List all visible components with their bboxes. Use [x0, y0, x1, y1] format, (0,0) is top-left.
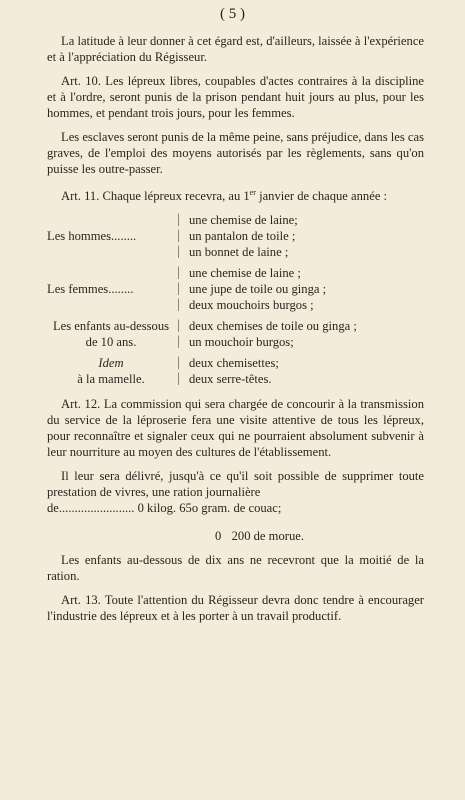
idem-label-line: à la mamelle.	[77, 372, 145, 387]
brace-men: | | |	[177, 212, 180, 260]
art-11-end: janvier de chaque année :	[255, 189, 388, 204]
body-text	[47, 33, 424, 632]
men-item: un pantalon de toile ;	[189, 229, 296, 244]
children-item: deux chemises de toile ou ginga ;	[189, 319, 357, 334]
women-item: une jupe de toile ou ginga ;	[189, 282, 327, 297]
men-item: un bonnet de laine ;	[189, 245, 289, 260]
paragraph-latitude: La latitude à leur donner à cet égard est, d'ailleurs, laissée à l'expérience et à l'appréciation du Régisseur.	[47, 34, 424, 64]
women-label: Les femmes........	[47, 282, 134, 297]
women-item: deux mouchoirs burgos ;	[189, 298, 314, 313]
list-men	[47, 212, 424, 260]
paragraph-art-12: Art. 12. La commission qui sera chargée de concourir à la transmission du service de la léproserie fera une visite attentive de tous les lépreux, pour reconnaître et signaler ceux qui ne pourraient absolument subvenir à leur nourriture au moyen des cultures de l'établissement.	[47, 397, 424, 460]
ration-line-morue	[47, 528, 424, 544]
paragraph-art-13: Art. 13. Toute l'attention du Régisseur devra donc tendre à encourager l'industrie des lépreux et à les porter à un travail productif.	[47, 593, 424, 624]
art-11-sup: er	[249, 188, 256, 197]
idem-item: deux chemisettes;	[189, 356, 279, 371]
paragraph-art-10: Art. 10. Les lépreux libres, coupables d'actes contraires à la discipline et à l'ordre, seront punis de la prison pendant huit jours au plus, pour les hommes, et pendant trois jours, pour les femmes.	[47, 74, 424, 120]
women-item: une chemise de laine ;	[189, 266, 301, 281]
page-number: ( 5 )	[220, 6, 245, 22]
paragraph-esclaves: Les esclaves seront punis de la même peine, sans préjudice, dans les cas graves, de l'emploi des moyens autorisés par les règlements, sans qu'on puisse les outre-passer.	[47, 130, 424, 176]
art-11-start: Art. 11. Chaque lépreux recevra, au 1	[61, 189, 250, 204]
men-item: une chemise de laine;	[189, 213, 298, 228]
paragraph-art-11	[47, 185, 424, 204]
ration-line-couac	[47, 500, 424, 516]
children-label-line: Les enfants au-dessous	[52, 319, 170, 334]
idem-label	[47, 355, 175, 387]
men-label: Les hommes........	[47, 229, 137, 244]
brace-children: | |	[177, 318, 180, 350]
children-item: un mouchoir burgos;	[189, 335, 294, 350]
ration-morue-kg: 0	[215, 529, 222, 544]
children-label	[47, 318, 175, 350]
idem-item: deux serre-têtes.	[189, 372, 272, 387]
children-label-line: de 10 ans.	[85, 335, 137, 350]
brace-women: | | |	[177, 265, 180, 313]
list-idem	[47, 355, 424, 387]
paragraph-ration: Il leur sera délivré, jusqu'à ce qu'il soit possible de supprimer toute prestation de vivres, une ration journalière	[47, 469, 424, 500]
paragraph-enfants: Les enfants au-dessous de dix ans ne recevront que la moitié de la ration.	[47, 553, 424, 584]
list-women	[47, 265, 424, 313]
list-children	[47, 318, 424, 350]
brace-idem: | |	[177, 355, 180, 387]
idem-label-line: Idem	[98, 356, 124, 371]
ration-couac: de........................ 0 kilog. 65o gram. de couac;	[47, 501, 282, 516]
ration-morue: 200 de morue.	[231, 529, 304, 544]
